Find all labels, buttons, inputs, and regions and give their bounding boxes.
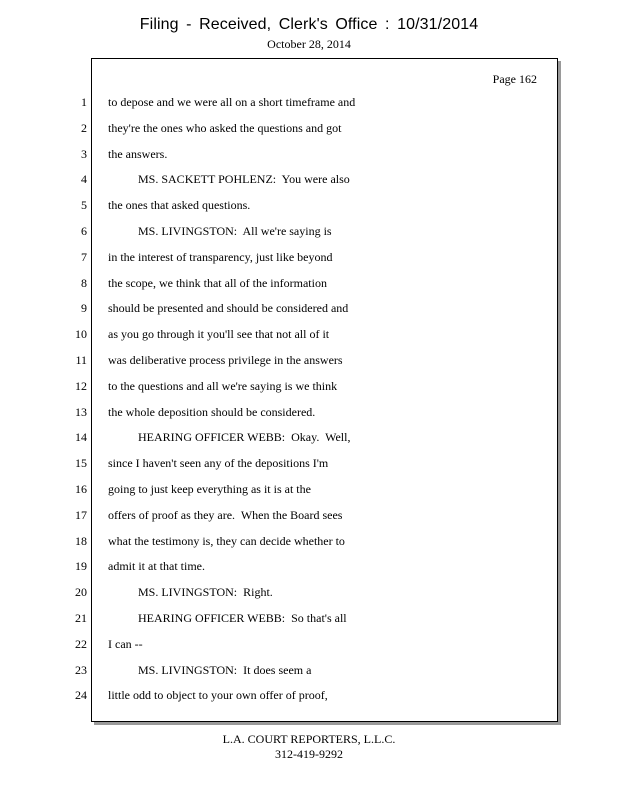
line-number: 16 <box>75 482 87 496</box>
transcript-line: they're the ones who asked the questions and got <box>108 121 342 135</box>
line-number: 13 <box>75 405 87 419</box>
transcript-line: going to just keep everything as it is at the <box>108 482 311 496</box>
transcript-line: what the testimony is, they can decide whether to <box>108 534 345 548</box>
transcript-line: the answers. <box>108 147 168 161</box>
transcript-line: the whole deposition should be considered. <box>108 405 316 419</box>
transcript-line: offers of proof as they are. When the Board sees <box>108 508 343 522</box>
transcript-line: MS. SACKETT POHLENZ: You were also <box>108 172 350 186</box>
transcript-line: to the questions and all we're saying is we think <box>108 379 338 393</box>
line-number: 5 <box>81 198 87 212</box>
line-number: 7 <box>81 250 87 264</box>
line-number: 12 <box>75 379 87 393</box>
line-number: 18 <box>75 534 87 548</box>
line-number: 9 <box>81 301 87 315</box>
transcript-line: was deliberative process privilege in the answers <box>108 353 343 367</box>
transcript-date: October 28, 2014 <box>267 37 351 51</box>
line-number: 20 <box>75 585 87 599</box>
line-number: 14 <box>75 430 87 444</box>
transcript-line: the scope, we think that all of the information <box>108 276 327 290</box>
line-number: 21 <box>75 611 87 625</box>
transcript-line: MS. LIVINGSTON: Right. <box>108 585 273 599</box>
line-number: 15 <box>75 456 87 470</box>
line-number: 4 <box>81 172 87 186</box>
line-number: 8 <box>81 276 87 290</box>
transcript-line: should be presented and should be considered and <box>108 301 349 315</box>
line-number: 10 <box>75 327 87 341</box>
line-number: 19 <box>75 559 87 573</box>
court-reporter-phone: 312-419-9292 <box>275 747 343 761</box>
transcript-line: the ones that asked questions. <box>108 198 251 212</box>
transcript-line: HEARING OFFICER WEBB: Okay. Well, <box>108 430 351 444</box>
line-number: 17 <box>75 508 87 522</box>
filing-stamp: Filing - Received, Clerk's Office : 10/31/2014 <box>139 16 479 33</box>
line-number: 23 <box>75 663 87 677</box>
line-number: 11 <box>75 353 87 367</box>
line-number: 3 <box>81 147 87 161</box>
line-number: 22 <box>75 637 87 651</box>
transcript-line: I can -- <box>108 637 143 651</box>
line-number: 6 <box>81 224 87 238</box>
transcript-line: in the interest of transparency, just like beyond <box>108 250 333 264</box>
line-number: 2 <box>81 121 87 135</box>
transcript-line: MS. LIVINGSTON: All we're saying is <box>108 224 332 238</box>
page-number: Page 162 <box>492 72 537 86</box>
transcript-page <box>75 58 558 722</box>
line-number: 24 <box>75 688 87 702</box>
transcript-line: little odd to object to your own offer of proof, <box>108 688 328 702</box>
transcript-line: HEARING OFFICER WEBB: So that's all <box>108 611 347 625</box>
transcript-line: admit it at that time. <box>108 559 205 573</box>
court-reporter-name: L.A. COURT REPORTERS, L.L.C. <box>222 732 396 746</box>
transcript-line: as you go through it you'll see that not all of it <box>108 327 330 341</box>
transcript-line: to depose and we were all on a short timeframe and <box>108 95 356 109</box>
transcript-line: since I haven't seen any of the depositions I'm <box>108 456 329 470</box>
line-number: 1 <box>81 95 87 109</box>
transcript-line: MS. LIVINGSTON: It does seem a <box>108 663 312 677</box>
